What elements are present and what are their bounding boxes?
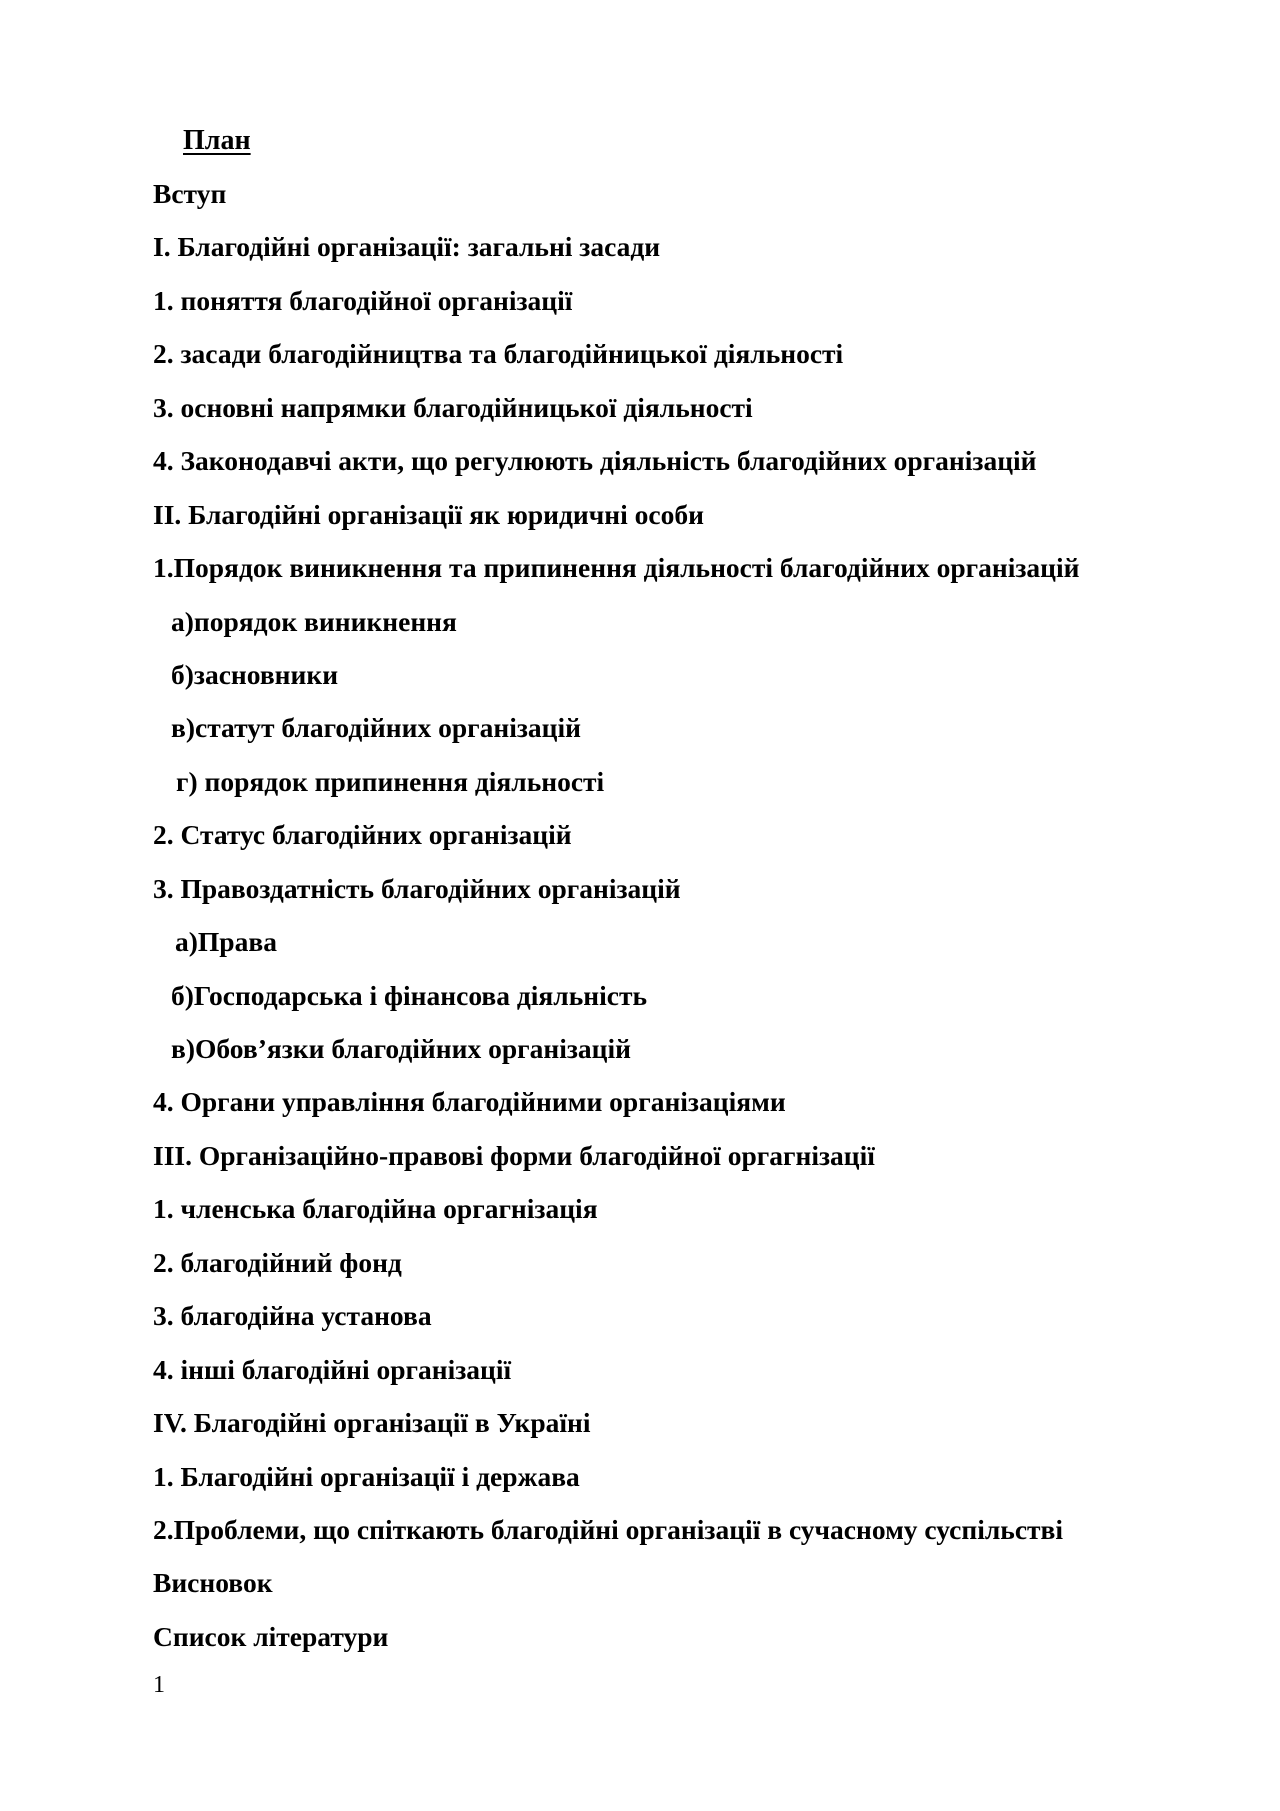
toc-subitem-2-3-v: в)Обов’язки благодійних організацій xyxy=(171,1033,631,1064)
toc-item-section-4: ІV. Благодійні організації в Україні xyxy=(153,1407,591,1439)
toc-item-section-2: ІІ. Благодійні організації як юридичні особи xyxy=(153,498,704,530)
toc-item-1-4: 4. Законодавчі акти, що регулюють діяльність благодійних організацій xyxy=(153,445,1037,477)
toc-subitem-2-1-a: а)порядок виникнення xyxy=(171,605,457,637)
page-number: 1 xyxy=(153,1672,165,1698)
toc-item-1-2: 2. засади благодійництва та благодійницької діяльності xyxy=(153,338,844,370)
toc-item-section-1: І. Благодійні організації: загальні засади xyxy=(153,231,661,263)
toc-subitem-2-1-v: в)статут благодійних організацій xyxy=(171,712,581,744)
toc-item-2-4: 4. Органи управління благодійними організаціями xyxy=(153,1086,786,1118)
toc-item-3-4: 4. інші благодійні організації xyxy=(153,1353,512,1385)
toc-item-3-3: 3. благодійна установа xyxy=(153,1300,432,1332)
toc-item-2-3: 3. Правоздатність благодійних організацій xyxy=(153,872,681,904)
toc-subitem-2-1-g: г) порядок припинення діяльності xyxy=(176,765,605,797)
toc-item-3-2: 2. благодійний фонд xyxy=(153,1246,402,1278)
table-of-contents xyxy=(153,177,1080,1673)
toc-item-section-3: ІІІ. Організаційно-правові форми благодійної оргагнізації xyxy=(153,1139,875,1171)
toc-item-intro: Вступ xyxy=(153,178,227,209)
toc-item-1-1: 1. поняття благодійної організації xyxy=(153,284,573,316)
toc-item-2-2: 2. Статус благодійних організацій xyxy=(153,819,572,851)
toc-item-3-1: 1. членська благодійна оргагнізація xyxy=(153,1193,598,1225)
plan-title: План xyxy=(183,125,251,156)
toc-subitem-2-1-b: б)засновники xyxy=(171,658,339,690)
toc-item-4-1: 1. Благодійні організації і держава xyxy=(153,1460,580,1492)
toc-item-1-3: 3. основні напрямки благодійницької діяльності xyxy=(153,391,753,423)
toc-subitem-2-3-b: б)Господарська і фінансова діяльність xyxy=(171,979,648,1011)
toc-item-4-2: 2.Проблеми, що спіткають благодійні організації в сучасному суспільстві xyxy=(153,1513,1064,1545)
toc-item-2-1: 1.Порядок виникнення та припинення діяльності благодійних організацій xyxy=(153,552,1080,584)
toc-item-conclusion: Висновок xyxy=(153,1567,273,1599)
toc-item-references: Список літератури xyxy=(153,1620,389,1652)
toc-subitem-2-3-a: а)Права xyxy=(175,926,277,958)
